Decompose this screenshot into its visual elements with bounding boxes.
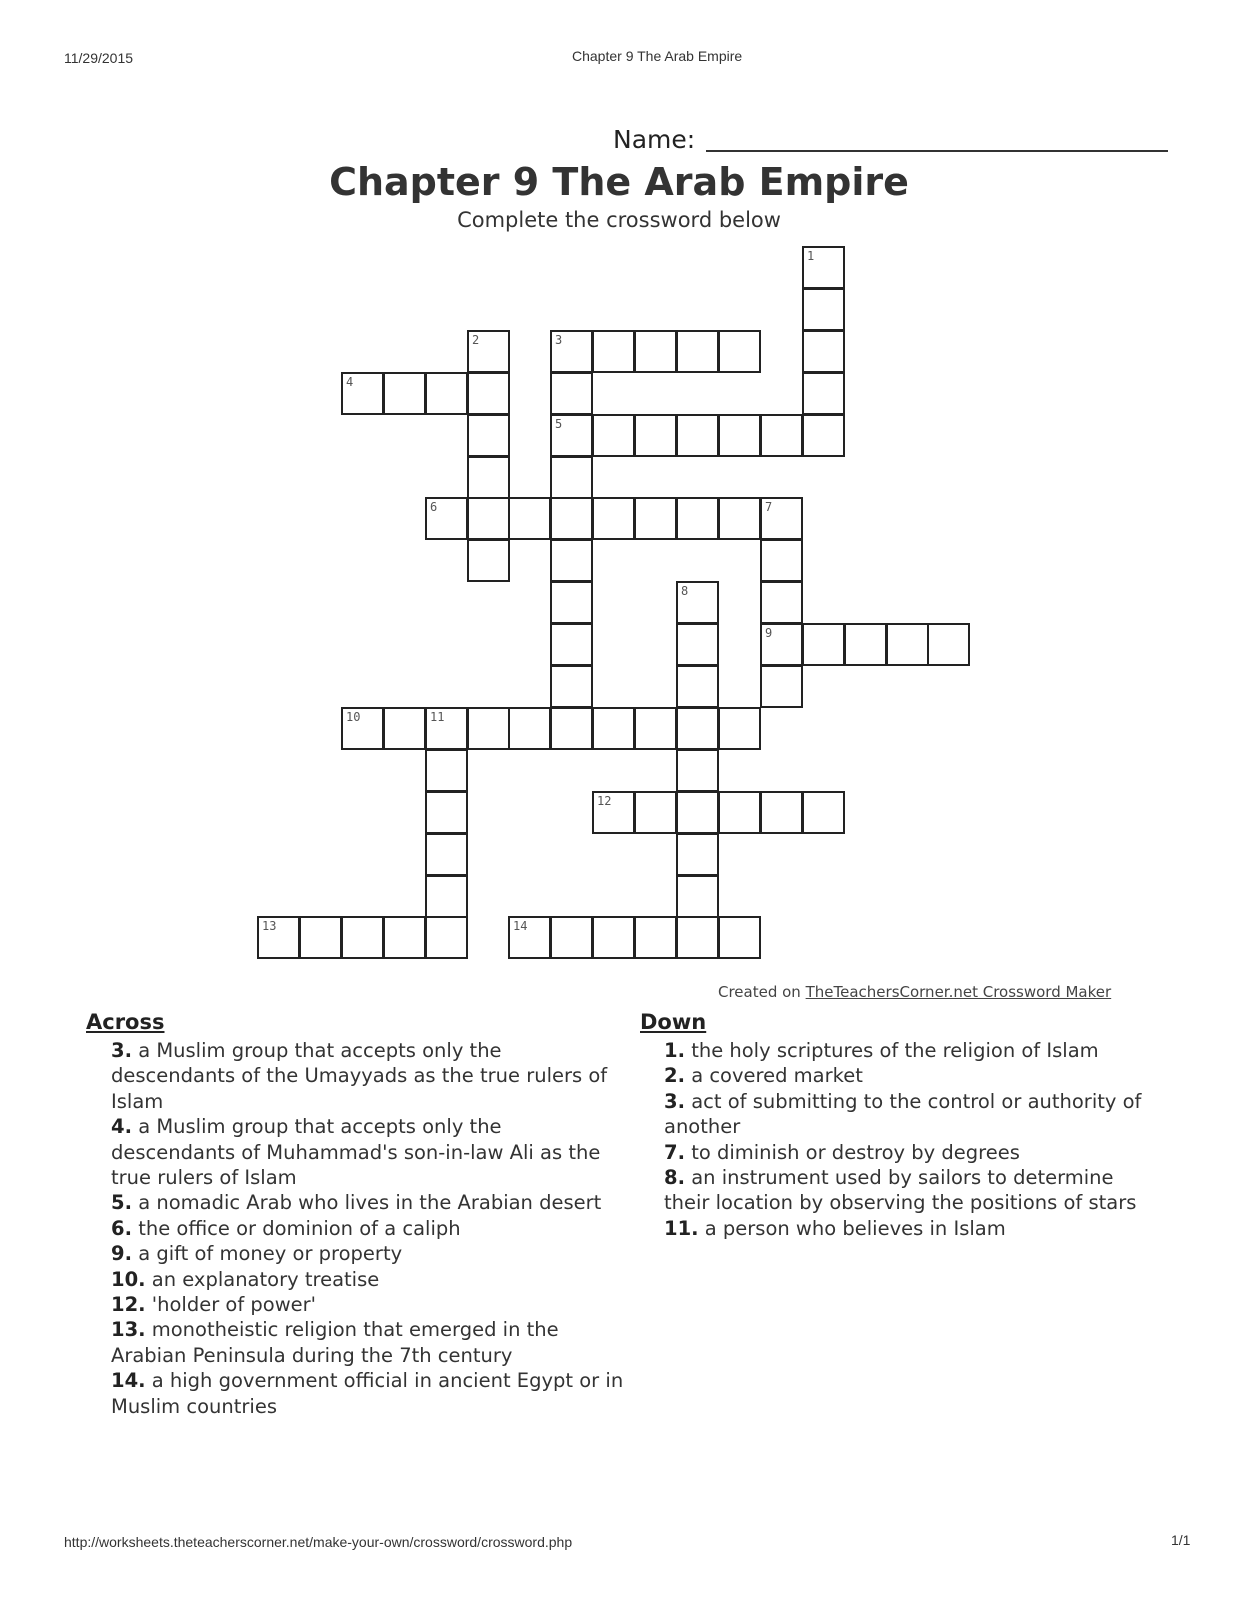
crossword-cell[interactable] <box>425 791 468 834</box>
down-clue <box>664 1140 1160 1165</box>
crossword-cell[interactable] <box>550 665 593 708</box>
clue-number: 9. <box>111 1242 132 1266</box>
crossword-cell[interactable] <box>467 330 510 373</box>
down-clues <box>640 1010 1160 1241</box>
clue-number-label: 13 <box>262 919 277 933</box>
crossword-cell[interactable] <box>592 414 635 457</box>
crossword-cell[interactable] <box>676 707 719 750</box>
crossword-cell[interactable] <box>676 791 719 834</box>
across-clue <box>111 1038 626 1114</box>
clue-number: 3. <box>111 1039 132 1062</box>
crossword-cell[interactable] <box>467 414 510 457</box>
across-clue <box>111 1114 626 1190</box>
crossword-cell[interactable] <box>844 623 887 666</box>
crossword-cell[interactable] <box>592 916 635 959</box>
crossword-cell[interactable] <box>425 833 468 876</box>
clue-number-label: 7 <box>765 500 773 514</box>
clue-text: monotheistic religion that emerged in the Arabian Peninsula during the 7th century <box>111 1318 559 1367</box>
across-clues <box>86 1010 626 1419</box>
down-clue <box>664 1063 1160 1088</box>
across-clue <box>111 1368 626 1419</box>
clue-number: 6. <box>111 1216 132 1240</box>
crossword-cell[interactable] <box>341 372 384 415</box>
clue-text: a Muslim group that accepts only the descendants of Muhammad's son-in-law Ali as the true rulers of Islam <box>111 1115 601 1190</box>
crossword-cell[interactable] <box>550 414 593 457</box>
crossword-cell[interactable] <box>676 916 719 959</box>
crossword-cell[interactable] <box>550 497 593 540</box>
crossword-cell[interactable] <box>676 749 719 792</box>
crossword-cell[interactable] <box>299 916 342 959</box>
crossword-cell[interactable] <box>676 833 719 876</box>
crossword-cell[interactable] <box>802 791 845 834</box>
crossword-cell[interactable] <box>676 581 719 624</box>
crossword-cell[interactable] <box>425 707 468 750</box>
clue-number-label: 2 <box>472 333 480 347</box>
crossword-cell[interactable] <box>634 791 677 834</box>
print-header-title: Chapter 9 The Arab Empire <box>572 48 743 64</box>
crossword-cell[interactable] <box>257 916 300 959</box>
clue-number-label: 5 <box>555 417 563 431</box>
crossword-cell[interactable] <box>718 916 761 959</box>
crossword-cell[interactable] <box>760 414 803 457</box>
crossword-cell[interactable] <box>425 372 468 415</box>
crossword-cell[interactable] <box>718 414 761 457</box>
crossword-cell[interactable] <box>592 791 635 834</box>
down-clue <box>664 1038 1160 1063</box>
crossword-cell[interactable] <box>508 707 551 750</box>
clue-number: 13. <box>111 1318 146 1342</box>
crossword-cell[interactable] <box>634 497 677 540</box>
clue-text: the office or dominion of a caliph <box>138 1216 461 1240</box>
clue-number-label: 6 <box>430 500 438 514</box>
clue-text: a covered market <box>691 1064 863 1088</box>
crossword-cell[interactable] <box>760 791 803 834</box>
print-page-number: 1/1 <box>1171 1532 1191 1548</box>
crossword-cell[interactable] <box>802 623 845 666</box>
down-clue <box>664 1089 1160 1140</box>
crossword-cell[interactable] <box>550 623 593 666</box>
crossword-cell[interactable] <box>634 707 677 750</box>
crossword-cell[interactable] <box>802 372 845 415</box>
crossword-cell[interactable] <box>425 497 468 540</box>
crossword-cell[interactable] <box>592 497 635 540</box>
crossword-cell[interactable] <box>718 707 761 750</box>
clue-number: 3. <box>664 1089 685 1113</box>
crossword-cell[interactable] <box>383 372 426 415</box>
credit-prefix: Created on <box>718 983 801 1001</box>
worksheet-subtitle: Complete the crossword below <box>457 208 781 232</box>
crossword-cell[interactable] <box>676 330 719 373</box>
crossword-cell[interactable] <box>760 665 803 708</box>
crossword-cell[interactable] <box>550 707 593 750</box>
crossword-cell[interactable] <box>383 916 426 959</box>
clue-number-label: 11 <box>430 710 445 724</box>
crossword-cell[interactable] <box>676 414 719 457</box>
clue-number: 4. <box>111 1115 132 1139</box>
clue-text: an instrument used by sailors to determine their location by observing the positions of stars <box>664 1166 1137 1215</box>
across-clue <box>111 1241 626 1266</box>
crossword-cell[interactable] <box>341 707 384 750</box>
crossword-cell[interactable] <box>550 330 593 373</box>
across-heading: Across <box>86 1010 165 1034</box>
crossword-cell[interactable] <box>467 539 510 582</box>
crossword-cell[interactable] <box>634 330 677 373</box>
crossword-cell[interactable] <box>592 707 635 750</box>
clue-text: a gift of money or property <box>138 1242 403 1266</box>
crossword-cell[interactable] <box>550 456 593 499</box>
crossword-cell[interactable] <box>592 330 635 373</box>
clue-number-label: 3 <box>555 333 563 347</box>
clue-number: 2. <box>664 1064 685 1088</box>
across-clue <box>111 1292 626 1317</box>
clue-number: 1. <box>664 1039 685 1062</box>
crossword-cell[interactable] <box>634 916 677 959</box>
credit-line <box>718 983 1111 1001</box>
down-clue <box>664 1216 1160 1241</box>
crossword-cell[interactable] <box>676 623 719 666</box>
crossword-cell[interactable] <box>676 497 719 540</box>
crossword-cell[interactable] <box>927 623 970 666</box>
clue-number-label: 8 <box>681 584 689 598</box>
clue-number: 10. <box>111 1267 146 1291</box>
print-date: 11/29/2015 <box>64 50 134 66</box>
crossword-cell[interactable] <box>383 707 426 750</box>
down-heading: Down <box>640 1010 707 1034</box>
name-label: Name: <box>613 125 696 154</box>
down-clue-list <box>640 1038 1160 1241</box>
across-clue <box>111 1267 626 1292</box>
clue-text: a high government official in ancient Egypt or in Muslim countries <box>111 1369 624 1418</box>
clue-text: 'holder of power' <box>151 1293 317 1317</box>
crossword-cell[interactable] <box>550 581 593 624</box>
crossword-cell[interactable] <box>341 916 384 959</box>
across-clue <box>111 1216 626 1241</box>
crossword-cell[interactable] <box>425 875 468 918</box>
crossword-cell[interactable] <box>467 707 510 750</box>
crossword-cell[interactable] <box>802 288 845 331</box>
clue-text: a person who believes in Islam <box>704 1216 1006 1240</box>
clue-text: the holy scriptures of the religion of Islam <box>691 1039 1099 1062</box>
crossword-cell[interactable] <box>425 916 468 959</box>
crossword-cell[interactable] <box>718 497 761 540</box>
clue-number-label: 1 <box>807 249 815 263</box>
crossword-cell[interactable] <box>760 623 803 666</box>
clue-text: to diminish or destroy by degrees <box>691 1140 1020 1164</box>
crossword-cell[interactable] <box>467 456 510 499</box>
across-clue-list <box>86 1038 626 1419</box>
across-clue <box>111 1190 626 1215</box>
crossword-cell[interactable] <box>886 623 929 666</box>
clue-number-label: 10 <box>346 710 361 724</box>
crossword-cell[interactable] <box>550 539 593 582</box>
crossword-cell[interactable] <box>760 497 803 540</box>
clue-text: a Muslim group that accepts only the descendants of the Umayyads as the true rulers of Islam <box>111 1039 608 1113</box>
crossword-cell[interactable] <box>508 497 551 540</box>
clue-text: a nomadic Arab who lives in the Arabian desert <box>138 1191 602 1215</box>
worksheet-title: Chapter 9 The Arab Empire <box>329 160 909 204</box>
crossword-cell[interactable] <box>550 372 593 415</box>
crossword-cell[interactable] <box>467 497 510 540</box>
crossword-cell[interactable] <box>718 791 761 834</box>
clue-number: 7. <box>664 1140 685 1164</box>
clue-number: 12. <box>111 1293 146 1317</box>
clue-number: 8. <box>664 1166 685 1190</box>
crossword-cell[interactable] <box>718 330 761 373</box>
print-footer-url: http://worksheets.theteacherscorner.net/make-your-own/crossword/crossword.php <box>64 1534 573 1550</box>
across-clue <box>111 1317 626 1368</box>
crossword-cell[interactable] <box>802 414 845 457</box>
clue-text: act of submitting to the control or authority of another <box>664 1089 1142 1139</box>
clue-number-label: 12 <box>597 794 612 808</box>
crossword-cell[interactable] <box>802 246 845 289</box>
crossword-cell[interactable] <box>676 875 719 918</box>
crossword-cell[interactable] <box>467 372 510 415</box>
clue-number: 5. <box>111 1191 132 1215</box>
clue-number: 14. <box>111 1369 146 1393</box>
clue-number-label: 4 <box>346 375 354 389</box>
crossword-cell[interactable] <box>425 749 468 792</box>
down-clue <box>664 1165 1160 1216</box>
clue-number-label: 14 <box>513 919 528 933</box>
clue-number-label: 9 <box>765 626 773 640</box>
clue-number: 11. <box>664 1216 699 1240</box>
crossword-cell[interactable] <box>760 581 803 624</box>
credit-link[interactable]: TheTeachersCorner.net Crossword Maker <box>805 983 1112 1001</box>
crossword-cell[interactable] <box>550 916 593 959</box>
crossword-cell[interactable] <box>676 665 719 708</box>
crossword-cell[interactable] <box>760 539 803 582</box>
clue-text: an explanatory treatise <box>151 1267 380 1291</box>
crossword-cell[interactable] <box>802 330 845 373</box>
crossword-cell[interactable] <box>634 414 677 457</box>
crossword-cell[interactable] <box>508 916 551 959</box>
